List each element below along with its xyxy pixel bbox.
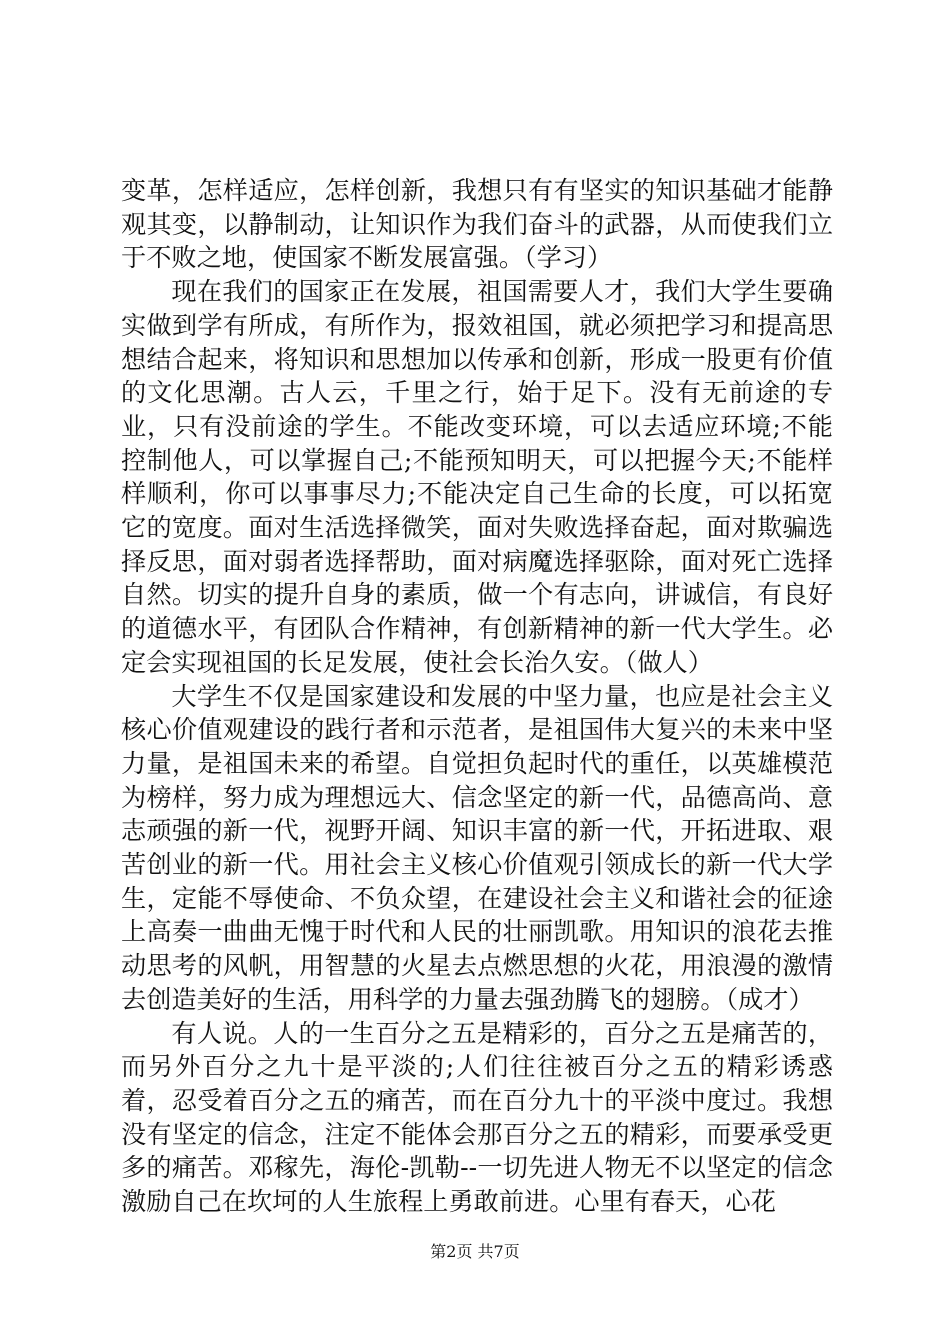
paragraph-4: 有人说。人的一生百分之五是精彩的，百分之五是痛苦的，而另外百分之九十是平淡的;人们往往被百分之五的精彩诱惑着，忍受着百分之五的痛苦，而在百分九十的平淡中度过。我想没有坚定的信念，注定不能体会那百分之五的精彩，而要承受更多的痛苦。邓稼先，海伦-凯勒--一切先进人物无不以坚定的信念激励自己在坎坷的人生旅程上勇敢前进。心里有春天，心花 bbox=[121, 1018, 833, 1217]
page-footer bbox=[0, 1242, 950, 1262]
paragraph-3: 大学生不仅是国家建设和发展的中坚力量，也应是社会主义核心价值观建设的践行者和示范者，是祖国伟大复兴的未来中坚力量，是祖国未来的希望。自觉担负起时代的重任，以英雄模范为榜样，努力成为理想远大、信念坚定的新一代，品德高尚、意志顽强的新一代，视野开阔、知识丰富的新一代，开拓进取、艰苦创业的新一代。用社会主义核心价值观引领成长的新一代大学生，定能不辱使命、不负众望，在建设社会主义和谐社会的征途上高奏一曲曲无愧于时代和人民的壮丽凯歌。用知识的浪花去推动思考的风帆，用智慧的火星去点燃思想的火花，用浪漫的激情去创造美好的生活，用科学的力量去强劲腾飞的翅膀。（成才） bbox=[121, 681, 833, 1014]
paragraph-1: 变革，怎样适应，怎样创新，我想只有有坚实的知识基础才能静观其变，以静制动，让知识作为我们奋斗的武器，从而使我们立于不败之地，使国家不断发展富强。（学习） bbox=[121, 176, 833, 273]
page-number-label: 第2页 共7页 bbox=[430, 1242, 520, 1261]
document-body bbox=[121, 174, 833, 1219]
paragraph-2: 现在我们的国家正在发展，祖国需要人才，我们大学生要确实做到学有所成，有所作为，报效祖国，就必须把学习和提高思想结合起来，将知识和思想加以传承和创新，形成一股更有价值的文化思潮。古人云，千里之行，始于足下。没有无前途的专业，只有没前途的学生。不能改变环境，可以去适应环境;不能控制他人，可以掌握自己;不能预知明天，可以把握今天;不能样样顺利，你可以事事尽力;不能决定自己生命的长度，可以拓宽它的宽度。面对生活选择微笑，面对失败选择奋起，面对欺骗选择反思，面对弱者选择帮助，面对病魔选择驱除，面对死亡选择自然。切实的提升自身的素质，做一个有志向，讲诚信，有良好的道德水平，有团队合作精神，有创新精神的新一代大学生。必定会实现祖国的长足发展，使社会长治久安。（做人） bbox=[121, 277, 833, 677]
